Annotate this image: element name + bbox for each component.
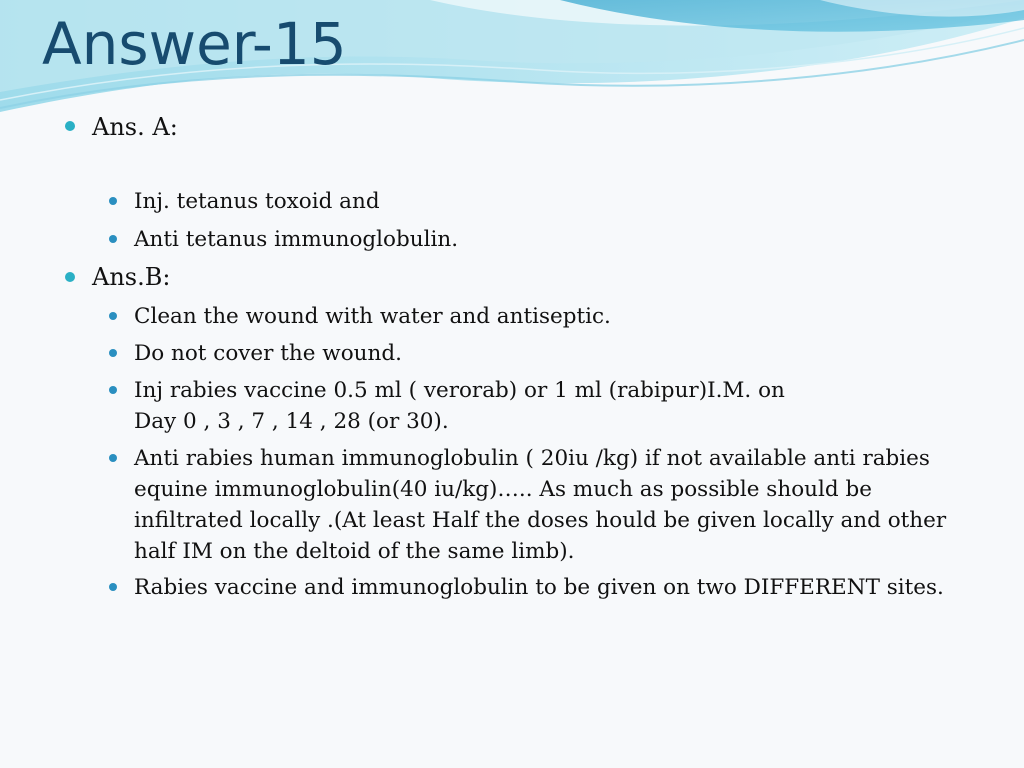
ans-b-item-continuation: half IM on the deltoid of the same limb). xyxy=(134,539,575,564)
ans-b-item: Clean the wound with water and antiseptic. xyxy=(134,304,611,329)
ans-b-item: Anti rabies human immunoglobulin ( 20iu /kg) if not available anti rabies xyxy=(134,446,930,471)
ans-b-heading: Ans.B: xyxy=(92,263,171,291)
slide-title: Answer-15 xyxy=(42,10,347,78)
ans-b-item-continuation: equine immunoglobulin(40 iu/kg)….. As much as possible should be xyxy=(134,477,872,502)
bullet-icon xyxy=(109,197,117,205)
bullet-icon xyxy=(65,121,75,131)
bullet-icon xyxy=(109,349,117,357)
ans-b-item-continuation: Day 0 , 3 , 7 , 14 , 28 (or 30). xyxy=(134,409,449,434)
ans-a-item: Anti tetanus immunoglobulin. xyxy=(134,227,459,252)
ans-b-item: Do not cover the wound. xyxy=(134,341,402,366)
bullet-icon xyxy=(109,583,117,591)
bullet-icon xyxy=(109,386,117,394)
bullet-icon xyxy=(109,312,117,320)
ans-a-heading: Ans. A: xyxy=(92,113,178,141)
ans-b-item: Inj rabies vaccine 0.5 ml ( verorab) or 1 ml (rabipur)I.M. on xyxy=(134,378,785,403)
bullet-icon xyxy=(109,454,117,462)
bullet-icon xyxy=(65,272,75,282)
ans-b-item: Rabies vaccine and immunoglobulin to be given on two DIFFERENT sites. xyxy=(134,575,944,600)
ans-a-item: Inj. tetanus toxoid and xyxy=(134,189,380,214)
bullet-icon xyxy=(109,235,117,243)
ans-b-item-continuation: infiltrated locally .(At least Half the doses hould be given locally and other xyxy=(134,508,947,533)
